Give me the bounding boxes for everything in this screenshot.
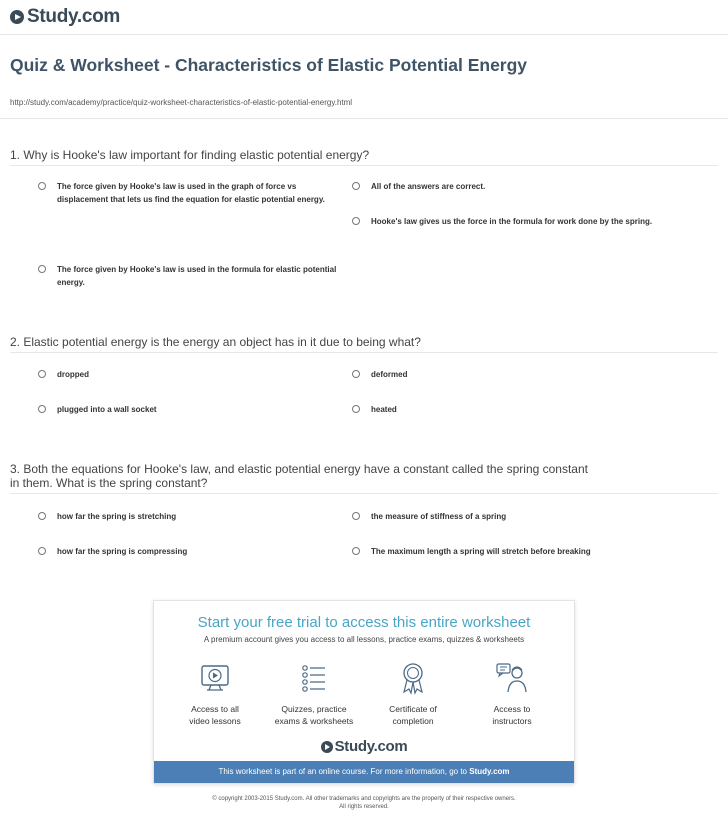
option-text: how far the spring is stretching bbox=[57, 512, 177, 521]
feature-certificate bbox=[368, 661, 458, 727]
feature-video-lessons bbox=[170, 661, 260, 727]
question-text: 2. Elastic potential energy is the energy an object has in it due to being what? bbox=[10, 335, 421, 349]
question-divider bbox=[10, 352, 718, 353]
logo-text: Study.com bbox=[27, 6, 121, 27]
answer-option[interactable] bbox=[38, 403, 338, 416]
radio-button[interactable] bbox=[352, 547, 360, 555]
answer-option[interactable] bbox=[352, 403, 682, 416]
option-text: Hooke's law gives us the force in the formula for work done by the spring. bbox=[371, 217, 653, 226]
copyright-line: © copyright 2003-2015 Study.com. All other trademarks and copyrights are the property of their respective owners. bbox=[212, 796, 516, 802]
radio-button[interactable] bbox=[352, 217, 360, 225]
question-divider bbox=[10, 493, 718, 494]
feature-label: Access to instructors bbox=[492, 704, 532, 726]
study-logo[interactable] bbox=[10, 6, 120, 28]
option-text: plugged into a wall socket bbox=[57, 405, 157, 414]
option-text: how far the spring is compressing bbox=[57, 547, 188, 556]
radio-button[interactable] bbox=[352, 182, 360, 190]
copyright-notice bbox=[0, 795, 728, 811]
option-text: The force given by Hooke's law is used in the formula for elastic potential energy. bbox=[57, 265, 337, 287]
certificate-icon bbox=[396, 661, 430, 695]
radio-button[interactable] bbox=[38, 265, 46, 273]
option-text: The maximum length a spring will stretch before breaking bbox=[371, 547, 591, 556]
page-url[interactable]: http://study.com/academy/practice/quiz-worksheet-characteristics-of-elastic-potential-energy.html bbox=[10, 98, 353, 107]
promo-headline[interactable]: Start your free trial to access this entire worksheet bbox=[197, 614, 531, 631]
radio-button[interactable] bbox=[352, 405, 360, 413]
radio-button[interactable] bbox=[38, 370, 46, 378]
answer-option[interactable] bbox=[352, 545, 682, 558]
video-icon bbox=[198, 661, 232, 695]
feature-label: Certificate of completion bbox=[389, 704, 437, 726]
page-title: Quiz & Worksheet - Characteristics of Elastic Potential Energy bbox=[10, 55, 528, 75]
header-divider bbox=[0, 34, 728, 35]
answer-option[interactable] bbox=[38, 368, 338, 381]
option-text: deformed bbox=[371, 370, 408, 379]
question-divider bbox=[10, 165, 718, 166]
promo-footer-text: This worksheet is part of an online course. For more information, go to bbox=[218, 767, 467, 776]
option-text: the measure of stiffness of a spring bbox=[371, 512, 507, 521]
feature-label: Access to all video lessons bbox=[189, 704, 241, 726]
radio-button[interactable] bbox=[38, 512, 46, 520]
question-1 bbox=[10, 148, 718, 166]
logo-text: Study.com bbox=[334, 738, 408, 755]
title-divider bbox=[0, 118, 728, 119]
feature-quizzes bbox=[269, 661, 359, 727]
option-text: All of the answers are correct. bbox=[371, 182, 486, 191]
answer-option[interactable] bbox=[38, 180, 338, 206]
radio-button[interactable] bbox=[352, 512, 360, 520]
option-text: The force given by Hooke's law is used in the graph of force vs displacement that lets us find the equation for elastic potential energy. bbox=[57, 182, 325, 204]
option-text: dropped bbox=[57, 370, 89, 379]
answer-option[interactable] bbox=[352, 368, 682, 381]
free-trial-promo bbox=[153, 600, 575, 784]
promo-footer-bar bbox=[154, 761, 574, 783]
feature-instructors bbox=[467, 661, 557, 727]
answer-option[interactable] bbox=[38, 545, 338, 558]
radio-button[interactable] bbox=[38, 405, 46, 413]
instructor-icon bbox=[495, 661, 529, 695]
question-text: 3. Both the equations for Hooke's law, and elastic potential energy have a constant called the spring constant in them. What is the spring constant? bbox=[10, 462, 588, 490]
radio-button[interactable] bbox=[352, 370, 360, 378]
list-icon bbox=[297, 661, 331, 695]
promo-subline: A premium account gives you access to all lessons, practice exams, quizzes & worksheets bbox=[203, 635, 525, 644]
promo-footer-link[interactable]: Study.com bbox=[469, 767, 510, 776]
question-3 bbox=[10, 462, 718, 494]
play-logo-icon bbox=[321, 741, 333, 753]
play-logo-icon bbox=[10, 10, 24, 24]
radio-button[interactable] bbox=[38, 182, 46, 190]
radio-button[interactable] bbox=[38, 547, 46, 555]
answer-option[interactable] bbox=[352, 510, 682, 523]
answer-option[interactable] bbox=[38, 510, 338, 523]
question-2 bbox=[10, 335, 718, 353]
option-text: heated bbox=[371, 405, 397, 414]
promo-study-logo[interactable] bbox=[154, 738, 574, 755]
feature-label: Quizzes, practice exams & worksheets bbox=[274, 704, 354, 726]
answer-option[interactable] bbox=[352, 180, 682, 193]
rights-line: All rights reserved. bbox=[339, 804, 389, 810]
answer-option[interactable] bbox=[352, 215, 682, 228]
answer-option[interactable] bbox=[38, 263, 338, 289]
question-text: 1. Why is Hooke's law important for finding elastic potential energy? bbox=[10, 148, 370, 162]
